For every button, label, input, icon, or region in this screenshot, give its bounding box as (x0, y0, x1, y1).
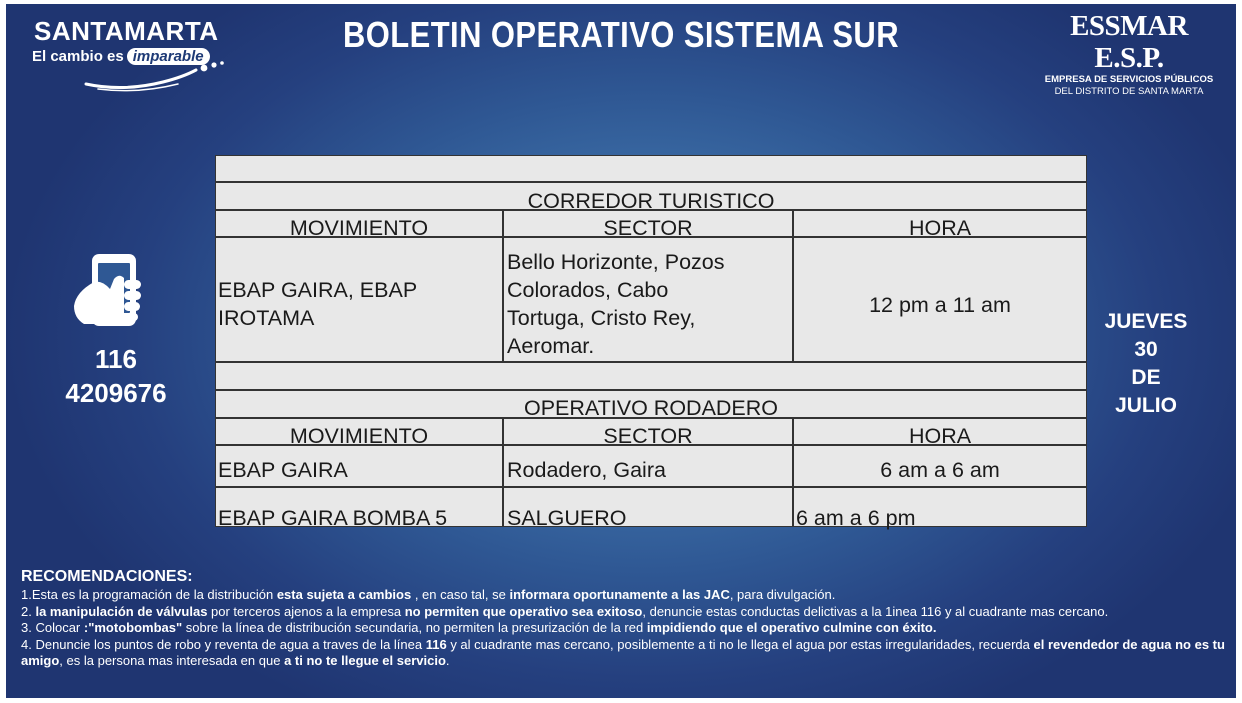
recommendations-title: RECOMENDACIONES: (21, 568, 193, 585)
slogan-prefix: El cambio es (32, 48, 124, 65)
text-bold: la manipulación de válvulas (35, 603, 208, 619)
santamarta-logo-name: SANTAMARTA (34, 16, 219, 46)
table-rule (216, 361, 1086, 363)
recommendation-item-2 (21, 604, 1231, 621)
table-cell-sector: Rodadero, Gaira (507, 458, 666, 482)
table-cell-hora: 6 am a 6 am (880, 458, 1000, 482)
cell-line: EBAP GAIRA, EBAP (218, 278, 418, 302)
text-span: sobre la línea de distribución secundaria, no permiten la presurización de la red (182, 620, 647, 635)
table-rule (216, 486, 1086, 488)
essmar-logo-name: ESSMAR E.S.P. (1070, 10, 1188, 74)
text-span: 4. Denuncie los puntos de robo y reventa de agua a traves de la línea (21, 636, 426, 652)
text-bold: no permiten que operativo sea exitoso (404, 603, 643, 619)
recommendations (21, 567, 1231, 670)
recommendation-item-3 (21, 620, 1231, 637)
text-bold: a ti no te llegue el servicio (284, 653, 446, 668)
essmar-logo (1034, 10, 1224, 97)
contact-line-2: 4209676 (65, 378, 167, 408)
table-cell-sector: SALGUERO (507, 506, 627, 530)
table-cell-hora: 6 am a 6 pm (796, 506, 916, 530)
text-bold: impidiendo que el operativo culmine con éxito. (646, 620, 937, 635)
table-rule (216, 389, 1086, 391)
column-header-sector: SECTOR (603, 424, 693, 448)
table-cell-movimiento (218, 276, 500, 332)
bulletin-slide (6, 4, 1236, 698)
column-header-sector: SECTOR (603, 216, 693, 240)
column-header-hora: HORA (908, 216, 972, 240)
table-cell-hora: 12 pm a 11 am (869, 293, 1011, 317)
text-bold: el revendedor de agua no es tu amigo (21, 636, 1225, 668)
bulletin-date (1098, 308, 1194, 420)
date-day: 30 (1134, 338, 1158, 361)
contact-line-1: 116 (95, 344, 137, 374)
text-span: 3. Colocar (21, 620, 84, 635)
text-span: y al cuadrante mas cercano, posiblemente a ti no le llega el agua por estas irregularidades, recuerda (446, 636, 1034, 652)
recommendation-item-1 (21, 587, 1231, 604)
cell-line: Colorados, Cabo (507, 278, 669, 302)
slogan-highlight: imparable (127, 48, 210, 65)
column-header-movimiento: MOVIMIENTO (289, 216, 429, 240)
text-bold: :"motobombas" (83, 620, 183, 635)
recommendation-item-4 (21, 637, 1231, 670)
text-bold: esta sujeta a cambios (276, 587, 412, 602)
table-cell-sector (507, 248, 791, 360)
text-span: , en caso tal, se (411, 587, 510, 602)
date-weekday: JUEVES (1104, 310, 1188, 333)
text-span: , para divulgación. (729, 587, 836, 602)
essmar-logo-line2: DEL DISTRITO DE SANTA MARTA (1054, 86, 1204, 97)
wave-swoosh-icon (78, 60, 228, 94)
text-span: . (445, 653, 450, 668)
cell-line: Aeromar. (507, 334, 595, 358)
cell-line: IROTAMA (218, 306, 315, 330)
table-cell-movimiento: EBAP GAIRA BOMBA 5 (218, 506, 448, 530)
text-span: 2. (21, 603, 36, 619)
text-span: , denuncie estas conductas delictivas a la 1inea 116 y al cuadrante mas cercano. (642, 603, 1109, 619)
text-span: 1.Esta es la programación de la distribución (21, 587, 277, 602)
date-month: DE JULIO (1115, 366, 1177, 417)
column-header-movimiento: MOVIMIENTO (289, 424, 429, 448)
essmar-logo-line1: EMPRESA DE SERVICIOS PÚBLICOS (1044, 74, 1214, 85)
table-rule (216, 181, 1086, 183)
cell-line: Tortuga, Cristo Rey, (507, 306, 696, 330)
phone-hand-icon (72, 252, 144, 328)
operations-table (215, 155, 1087, 530)
text-span: por terceros ajenos a la empresa (207, 603, 405, 619)
section-title-corredor: CORREDOR TURISTICO (527, 189, 775, 213)
table-cell-movimiento: EBAP GAIRA (218, 458, 348, 482)
text-bold: 116 (425, 636, 447, 652)
text-bold: informara oportunamente a las JAC (509, 587, 730, 602)
text-span: , es la persona mas interesada en que (59, 653, 285, 668)
column-header-hora: HORA (908, 424, 972, 448)
section-title-rodadero: OPERATIVO RODADERO (523, 396, 779, 420)
cell-line: Bello Horizonte, Pozos (507, 250, 725, 274)
contact-numbers (56, 342, 176, 410)
page-title: BOLETIN OPERATIVO SISTEMA SUR (342, 14, 900, 55)
